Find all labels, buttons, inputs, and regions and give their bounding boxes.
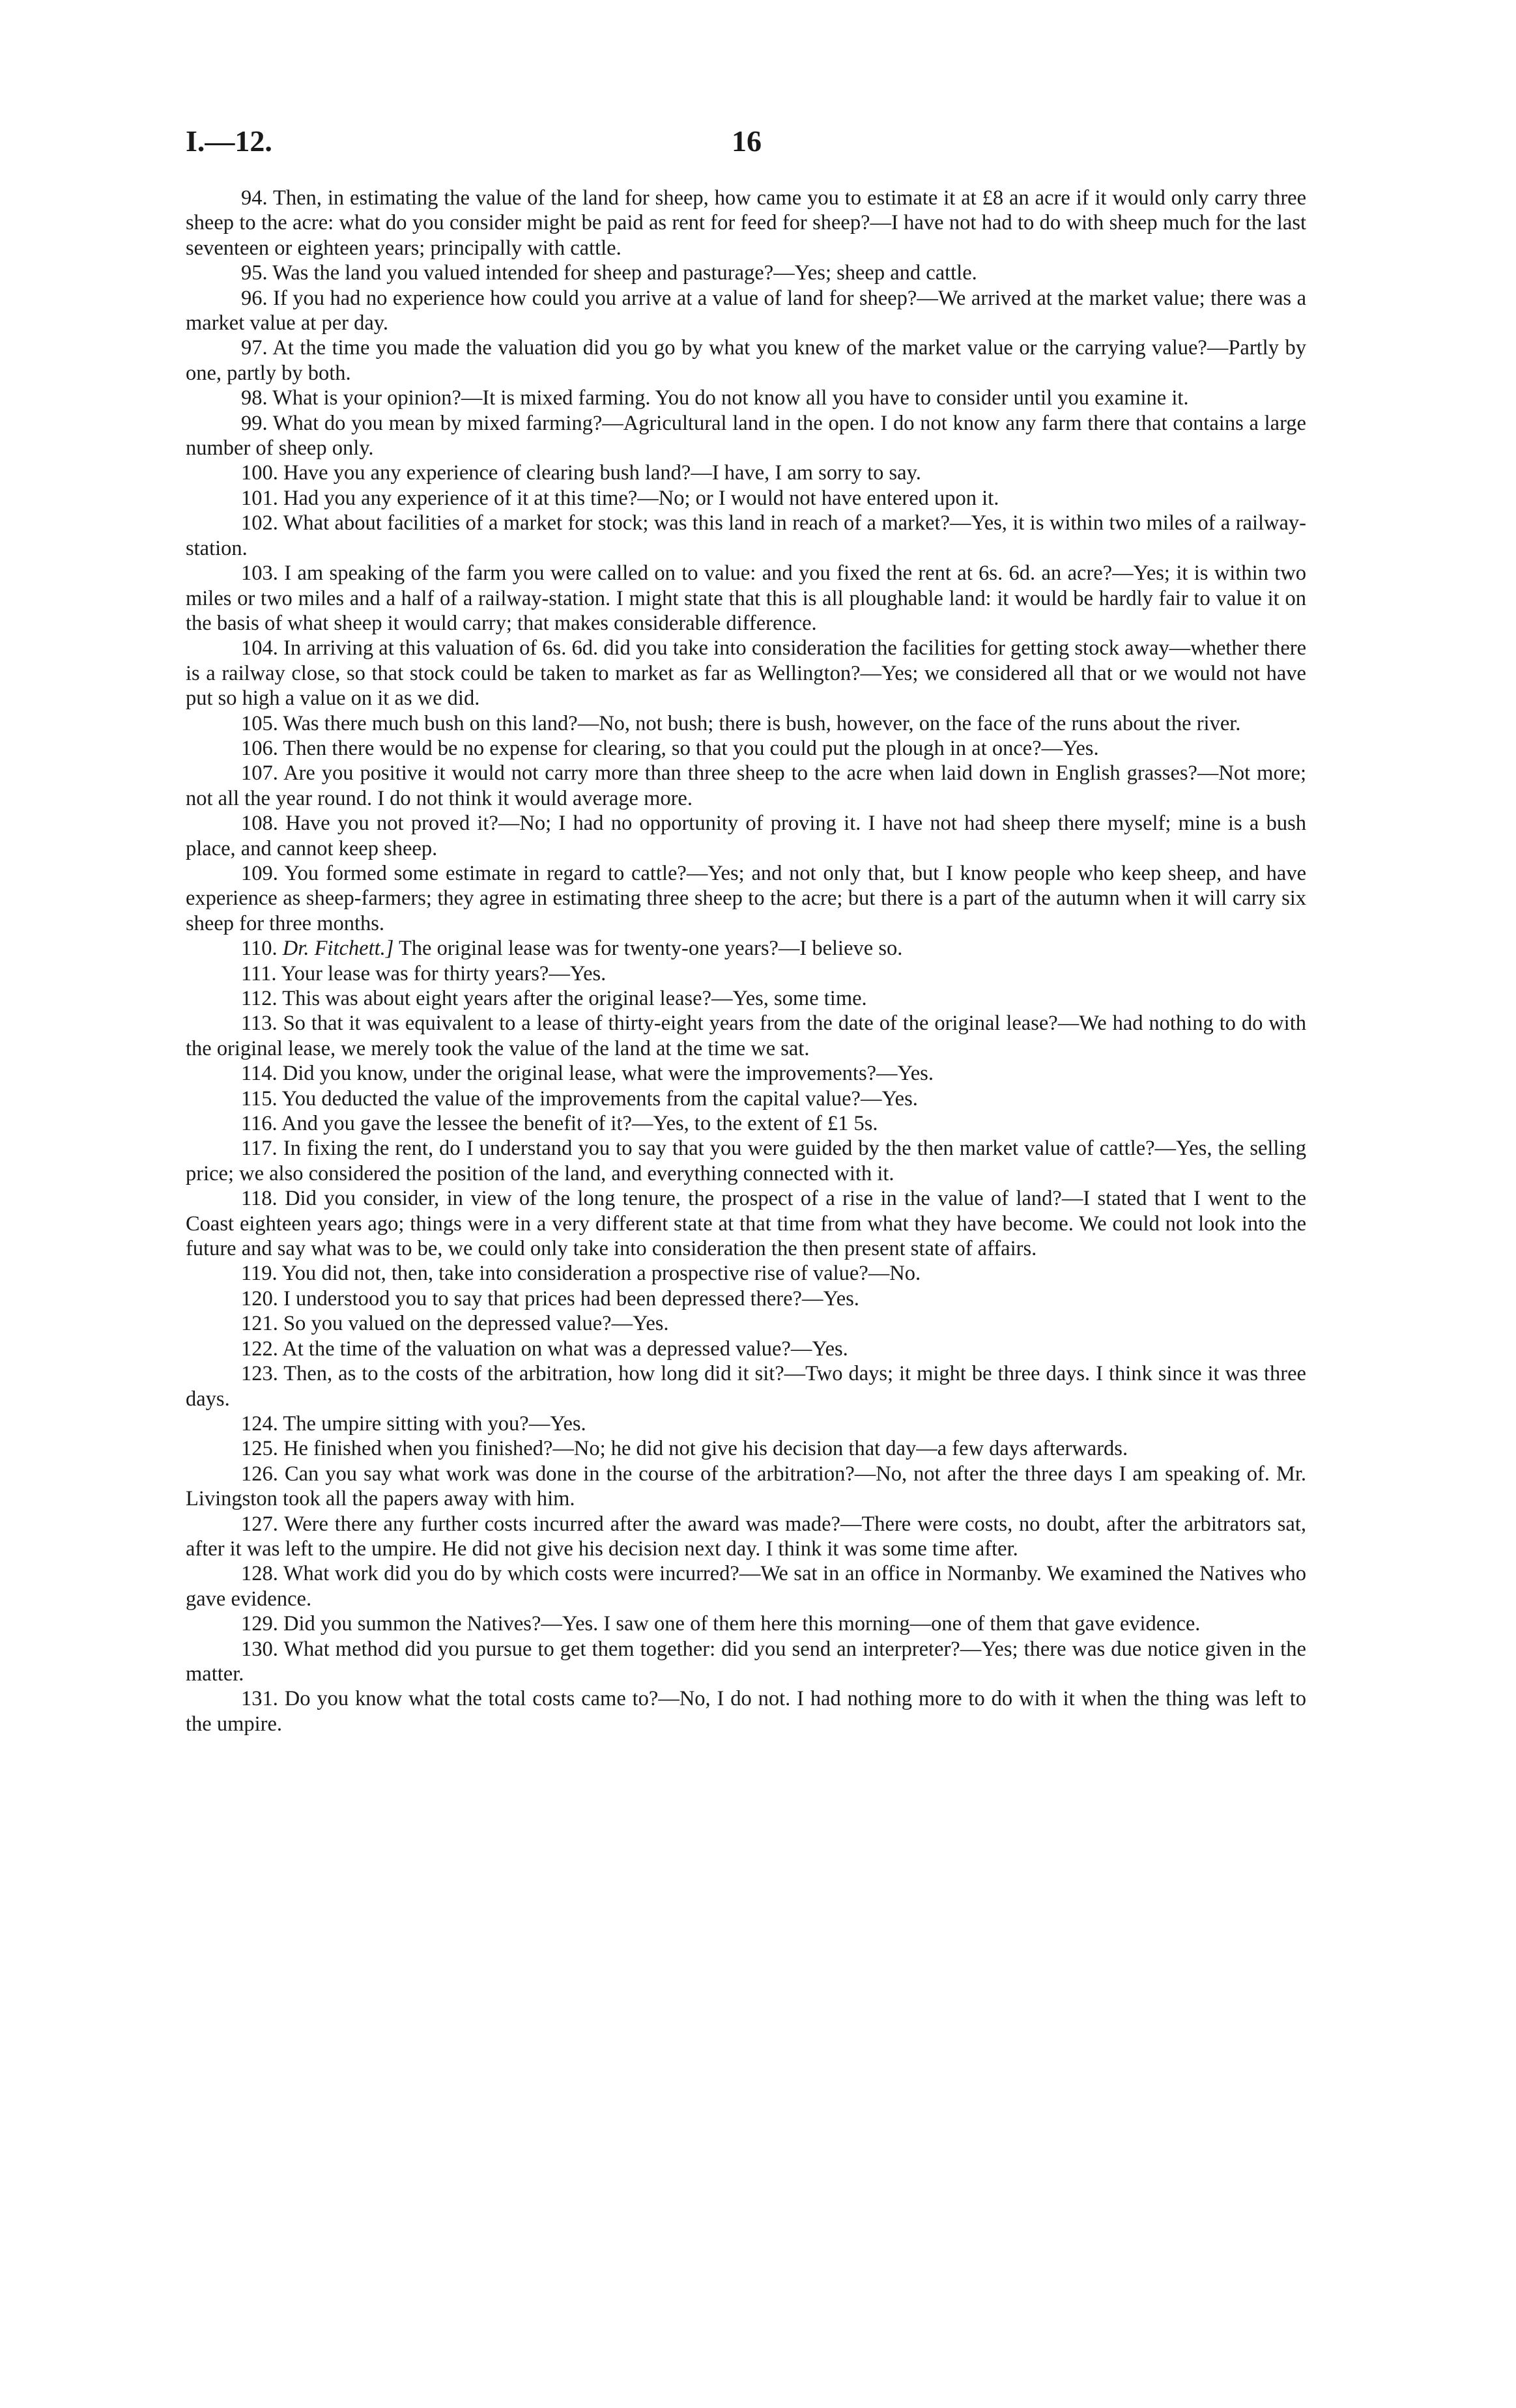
- question-answer-text: Then there would be no expense for clearing, so that you could put the plough in at once?—Yes.: [283, 736, 1099, 760]
- question-answer-text: What do you mean by mixed farming?—Agricultural land in the open. I do not know any farm there that contains a large number of sheep only.: [186, 411, 1306, 460]
- page-number: 16: [732, 124, 762, 158]
- question-answer-text: At the time of the valuation on what was a depressed value?—Yes.: [282, 1337, 848, 1361]
- question-answer-paragraph: [186, 1686, 1306, 1736]
- question-number: 122.: [241, 1337, 278, 1361]
- question-number: 129.: [241, 1612, 278, 1636]
- question-answer-paragraph: [186, 1512, 1306, 1562]
- question-answer-text: Was there much bush on this land?—No, not bush; there is bush, however, on the face of the runs about the river.: [283, 711, 1241, 735]
- question-answer-paragraph: [186, 986, 1306, 1011]
- question-number: 98.: [241, 386, 268, 410]
- question-answer-text: Have you not proved it?—No; I had no opportunity of proving it. I have not had sheep there myself; mine is a bush place, and cannot keep sheep.: [186, 812, 1306, 860]
- question-answer-text: Did you summon the Natives?—Yes. I saw one of them here this morning—one of them that gave evidence.: [283, 1612, 1201, 1636]
- question-answer-text: The umpire sitting with you?—Yes.: [283, 1411, 586, 1436]
- question-number: 107.: [241, 761, 278, 786]
- question-answer-paragraph: [186, 1411, 1306, 1436]
- question-answer-paragraph: [186, 1136, 1306, 1186]
- question-number: 117.: [241, 1137, 278, 1161]
- question-answer-text: Can you say what work was done in the course of the arbitration?—No, not after the three days I am speaking of. Mr. Livingston took all the papers away with him.: [186, 1462, 1306, 1511]
- question-number: 111.: [241, 961, 277, 985]
- question-answer-paragraph: [186, 861, 1306, 936]
- question-number: 109.: [241, 861, 278, 885]
- question-answer-text: Are you positive it would not carry more than three sheep to the acre when laid down in English grasses?—Not more; not all the year round. I do not think it would average more.: [186, 761, 1306, 810]
- question-answer-text: Did you know, under the original lease, what were the improvements?—Yes.: [282, 1062, 934, 1086]
- running-header: [186, 124, 1330, 163]
- question-answer-paragraph: [186, 335, 1306, 386]
- question-answer-paragraph: [186, 636, 1306, 711]
- question-answer-paragraph: [186, 736, 1306, 761]
- question-answer-text: So that it was equivalent to a lease of thirty-eight years from the date of the original lease?—We had nothing to do with the original lease, we merely took the value of the land at the time we sat.: [186, 1012, 1306, 1060]
- question-answer-paragraph: [186, 1011, 1306, 1061]
- question-answer-text: What is your opinion?—It is mixed farming. You do not know all you have to consider until you examine it.: [272, 386, 1189, 410]
- question-number: 128.: [241, 1562, 278, 1586]
- question-answer-paragraph: [186, 561, 1306, 636]
- question-answer-paragraph: [186, 1361, 1306, 1411]
- series-number: I.—12.: [186, 124, 272, 158]
- question-answer-text: I am speaking of the farm you were called on to value: and you fixed the rent at 6s. 6d. an acre?—Yes; it is within two miles or two miles and a half of a railway-station. I might state that this is all ploughable land: it would be hardly fair to value it on the basis of what sheep it would carry; that makes considerable difference.: [186, 561, 1307, 635]
- question-answer-text: And you gave the lessee the benefit of it?—Yes, to the extent of £1 5s.: [281, 1112, 878, 1136]
- question-number: 103.: [241, 561, 278, 586]
- question-answer-text: I understood you to say that prices had been depressed there?—Yes.: [283, 1286, 859, 1310]
- question-answer-paragraph: [186, 1086, 1306, 1111]
- question-answer-paragraph: [186, 511, 1306, 561]
- question-answer-text: What method did you pursue to get them together: did you send an interpreter?—Yes; there was due notice given in the matter.: [186, 1637, 1306, 1686]
- question-answer-paragraph: [186, 961, 1306, 986]
- question-answer-paragraph: [186, 460, 1306, 485]
- question-answer-text: He finished when you finished?—No; he did not give his decision that day—a few days afterwards.: [283, 1437, 1128, 1461]
- question-answer-paragraph: [186, 1061, 1306, 1086]
- question-answer-paragraph: [186, 1311, 1306, 1336]
- question-answer-text: You did not, then, take into consideration a prospective rise of value?—No.: [281, 1262, 921, 1286]
- question-number: 102.: [241, 511, 278, 535]
- question-number: 106.: [241, 736, 278, 760]
- question-number: 100.: [241, 461, 278, 485]
- question-answer-text: You formed some estimate in regard to cattle?—Yes; and not only that, but I know people who keep sheep, and have experience as sheep-farmers; they agree in estimating three sheep to the acre; but there is a part of the autumn when it will carry six sheep for three months.: [186, 861, 1306, 935]
- question-number: 125.: [241, 1437, 278, 1461]
- question-answer-paragraph: [186, 411, 1306, 461]
- question-answer-text: Had you any experience of it at this time?—No; or I would not have entered upon it.: [283, 486, 999, 510]
- question-answer-paragraph: [186, 1561, 1306, 1611]
- question-number: 123.: [241, 1362, 278, 1386]
- question-number: 130.: [241, 1637, 278, 1661]
- question-answer-text: Was the land you valued intended for sheep and pasturage?—Yes; sheep and cattle.: [272, 261, 977, 285]
- question-answer-text: This was about eight years after the original lease?—Yes, some time.: [282, 987, 867, 1010]
- question-answer-text: In arriving at this valuation of 6s. 6d. did you take into consideration the facilities for getting stock away—whether there is a railway close, so that stock could be taken to market as far as Wellington?—Yes; we considered all that or we would not have put so high a value on it as we did.: [186, 636, 1306, 711]
- question-answer-paragraph: [186, 761, 1306, 811]
- question-answer-text: Did you consider, in view of the long tenure, the prospect of a rise in the value of land?—I stated that I went to the Coast eighteen years ago; things were in a very different state at that time from what they have become. We could not look into the future and say what was to be, we could only take into consideration the then present state of affairs.: [186, 1187, 1306, 1261]
- question-number: 121.: [241, 1312, 278, 1336]
- question-number: 95.: [241, 261, 268, 285]
- question-answer-paragraph: [186, 811, 1306, 861]
- question-answer-text: You deducted the value of the improvements from the capital value?—Yes.: [281, 1086, 918, 1111]
- question-number: 101.: [241, 486, 278, 510]
- question-answer-text: What about facilities of a market for stock; was this land in reach of a market?—Yes, it is within two miles of a railway-station.: [186, 511, 1306, 560]
- question-answer-paragraph: [186, 936, 1306, 961]
- question-answer-paragraph: [186, 186, 1306, 261]
- question-number: 99.: [241, 411, 268, 435]
- question-answer-text: Then, in estimating the value of the land for sheep, how came you to estimate it at £8 an acre if it would only carry three sheep to the acre: what do you consider might be paid as rent for feed for sheep?—I have not had to do with sheep much for the last seventeen or eighteen years; principally with cattle.: [186, 186, 1306, 260]
- question-number: 124.: [241, 1411, 278, 1436]
- question-number: 105.: [241, 711, 278, 735]
- question-answer-paragraph: [186, 1261, 1306, 1286]
- question-answer-paragraph: [186, 1611, 1306, 1636]
- question-answer-paragraph: [186, 261, 1306, 285]
- question-number: 96.: [241, 286, 268, 310]
- question-number: 127.: [241, 1512, 278, 1536]
- speaker-label: Dr. Fitchett.]: [282, 937, 394, 961]
- testimony-body: [186, 186, 1306, 1736]
- question-answer-text: So you valued on the depressed value?—Yes.: [283, 1312, 669, 1336]
- question-answer-text: At the time you made the valuation did you go by what you knew of the market value or the carrying value?—Partly by one, partly by both.: [186, 336, 1306, 385]
- question-answer-paragraph: [186, 1186, 1306, 1261]
- question-number: 118.: [241, 1187, 278, 1211]
- question-answer-paragraph: [186, 711, 1306, 736]
- question-answer-text: Were there any further costs incurred after the award was made?—There were costs, no doubt, after the arbitrators sat, after it was left to the umpire. He did not give his decision next day. I think it was some time after.: [186, 1512, 1306, 1561]
- question-number: 110.: [241, 937, 278, 961]
- question-number: 115.: [241, 1086, 278, 1111]
- question-answer-paragraph: [186, 1337, 1306, 1361]
- question-answer-text: In fixing the rent, do I understand you to say that you were guided by the then market value of cattle?—Yes, the selling price; we also considered the position of the land, and everything connected with it.: [186, 1137, 1306, 1185]
- question-answer-text: Do you know what the total costs came to?—No, I do not. I had nothing more to do with it when the thing was left to the umpire.: [186, 1687, 1306, 1736]
- question-number: 108.: [241, 812, 278, 836]
- question-answer-paragraph: [186, 486, 1306, 511]
- question-number: 104.: [241, 636, 278, 660]
- question-answer-paragraph: [186, 386, 1306, 410]
- question-answer-text: Your lease was for thirty years?—Yes.: [281, 961, 607, 985]
- question-number: 97.: [241, 336, 268, 360]
- question-number: 113.: [241, 1012, 278, 1036]
- question-number: 116.: [241, 1112, 278, 1136]
- question-number: 112.: [241, 987, 278, 1010]
- question-answer-paragraph: [186, 1436, 1306, 1461]
- question-answer-text: The original lease was for twenty-one years?—I believe so.: [398, 937, 903, 961]
- question-answer-text: Then, as to the costs of the arbitration, how long did it sit?—Two days; it might be three days. I think since it was three days.: [186, 1362, 1306, 1411]
- question-answer-paragraph: [186, 1111, 1306, 1136]
- question-number: 131.: [241, 1687, 278, 1711]
- question-answer-paragraph: [186, 286, 1306, 336]
- question-answer-paragraph: [186, 1637, 1306, 1687]
- question-answer-text: If you had no experience how could you arrive at a value of land for sheep?—We arrived at the market value; there was a market value at per day.: [186, 286, 1306, 335]
- question-answer-paragraph: [186, 1286, 1306, 1311]
- question-answer-paragraph: [186, 1462, 1306, 1512]
- question-number: 120.: [241, 1286, 278, 1310]
- question-number: 119.: [241, 1262, 278, 1286]
- question-number: 126.: [241, 1462, 278, 1486]
- question-number: 94.: [241, 186, 268, 210]
- question-number: 114.: [241, 1062, 278, 1086]
- question-answer-text: Have you any experience of clearing bush land?—I have, I am sorry to say.: [283, 461, 921, 485]
- question-answer-text: What work did you do by which costs were incurred?—We sat in an office in Normanby. We examined the Natives who gave evidence.: [186, 1562, 1306, 1611]
